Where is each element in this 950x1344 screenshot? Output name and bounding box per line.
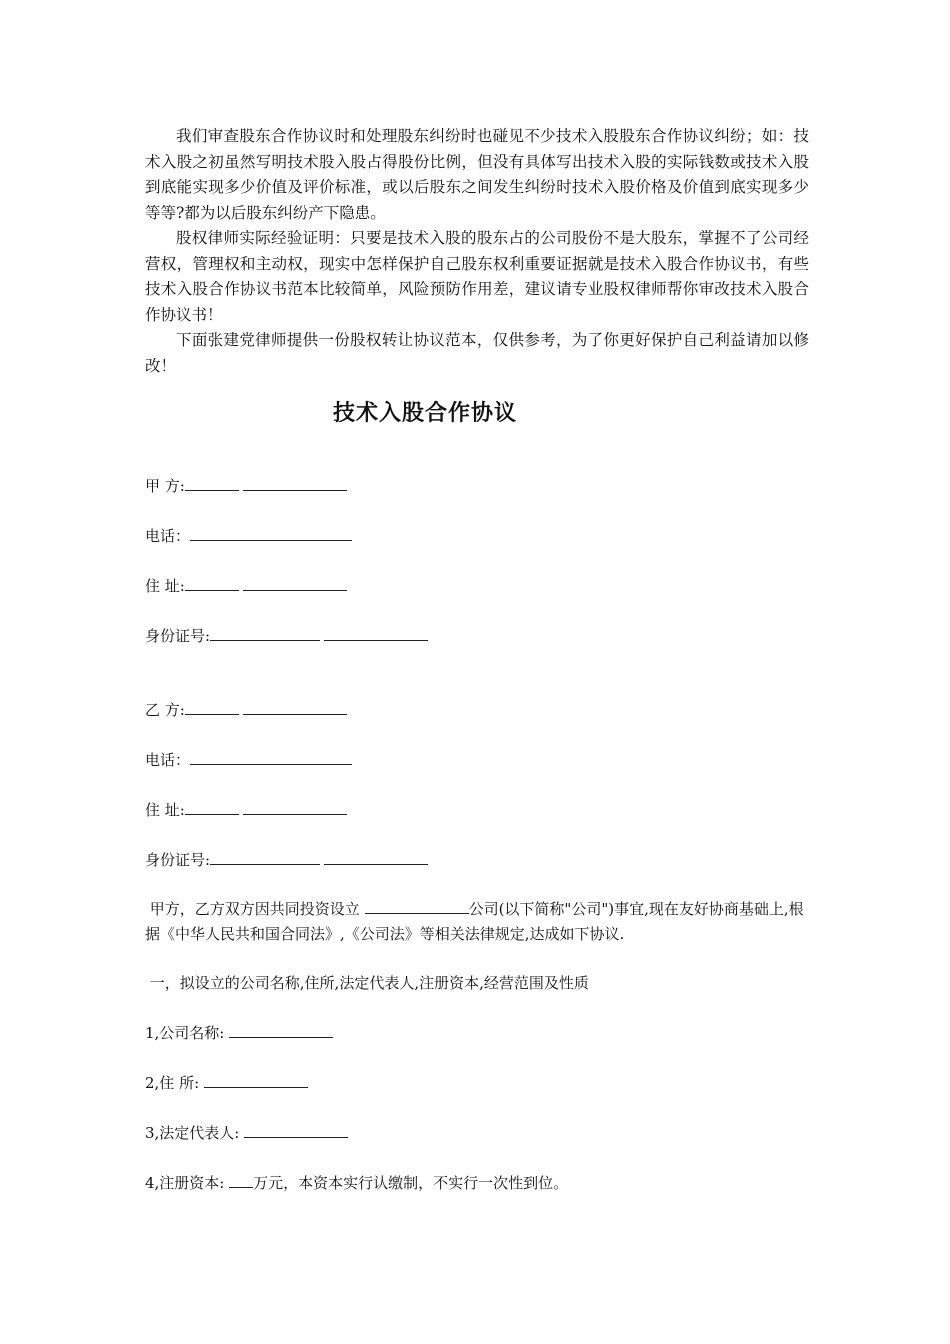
party-a-address-blank [185,575,239,591]
party-a-name-blank [185,475,239,491]
party-b-phone-line [145,748,352,772]
party-a-phone-blank [190,525,352,541]
registered-capital-label: 4,注册资本: [145,1174,225,1192]
party-a-phone-label: 电话： [145,527,191,545]
legal-rep-label: 3,法定代表人: [145,1124,240,1142]
document-title: 技术入股合作协议 [332,401,517,426]
intro-paragraph-2: 股权律师实际经验证明：只要是技术入股的股东占的公司股份不是大股东，掌握不了公司经营权，管理权和主动权，现实中怎样保护自己股东权利重要证据就是技术入股合作协议书，有些技术入股合作协议书范本比较简单，风险预防作用差，建议请专业股权律师帮你审改技术入股合作协议书！ [145,229,809,324]
party-a-name-label: 甲 方: [145,477,185,495]
party-a-id-blank-2 [324,625,428,641]
company-name-line [145,1021,333,1045]
party-b-address-label: 住 址: [145,801,185,819]
party-b-name-label: 乙 方: [145,701,185,719]
party-b-name-blank-2 [243,699,347,715]
registered-capital-line [145,1171,568,1195]
section-1-heading-line [145,971,589,995]
party-a-id-label: 身份证号: [145,627,211,645]
party-b-phone-blank [190,749,352,765]
company-address-label: 2,住 所: [145,1074,200,1092]
party-a-name-blank-2 [243,475,347,491]
company-address-blank [204,1072,308,1088]
registered-capital-suffix: 万元，本资本实行认缴制，不实行一次性到位。 [253,1174,569,1192]
intro-paragraph-3: 下面张建党律师提供一份股权转让协议范本，仅供参考，为了你更好保护自己利益请加以修改！ [145,331,809,375]
party-b-id-line [145,848,428,872]
registered-capital-blank [229,1172,253,1188]
party-a-address-blank-2 [243,575,347,591]
party-a-name-line [145,474,347,498]
party-a-id-line [145,624,428,648]
party-a-id-blank [210,625,320,641]
party-a-phone-line [145,524,352,548]
party-b-id-blank-2 [324,849,428,865]
party-b-name-blank [185,699,239,715]
party-b-phone-label: 电话： [145,751,191,769]
party-b-id-label: 身份证号: [145,851,211,869]
party-b-address-line [145,798,347,822]
intro-section [145,124,809,379]
legal-rep-line [145,1121,348,1145]
party-b-address-blank [185,799,239,815]
company-name-label: 1,公司名称: [145,1024,225,1042]
preamble-paragraph [145,897,809,947]
company-address-line [145,1071,308,1095]
company-name-blank [365,898,469,914]
party-b-name-line [145,698,347,722]
company-name-field-blank [229,1022,333,1038]
party-b-id-blank [210,849,320,865]
preamble-text-end: 公司(以下简称"公司")事宜,现在友好协商基础上,根据《中华人民共和国合同法》,《公司法》等相关法律规定,达成如下协议. [145,900,804,943]
section-1-heading: 一，拟设立的公司名称,住所,法定代表人,注册资本,经营范围及性质 [149,974,589,992]
legal-rep-blank [244,1122,348,1138]
party-a-address-line [145,574,347,598]
party-a-address-label: 住 址: [145,577,185,595]
intro-paragraph-1: 我们审查股东合作协议时和处理股东纠纷时也碰见不少技术入股股东合作协议纠纷；如：技术入股之初虽然写明技术股入股占得股份比例，但没有具体写出技术入股的实际钱数或技术入股到底能实现多少价值及评价标准，或以后股东之间发生纠纷时技术入股价格及价值到底实现多少等等?都为以后股东纠纷产下隐患。 [145,127,809,222]
party-b-address-blank-2 [243,799,347,815]
preamble-text-start: 甲方，乙方双方因共同投资设立 [149,900,360,918]
